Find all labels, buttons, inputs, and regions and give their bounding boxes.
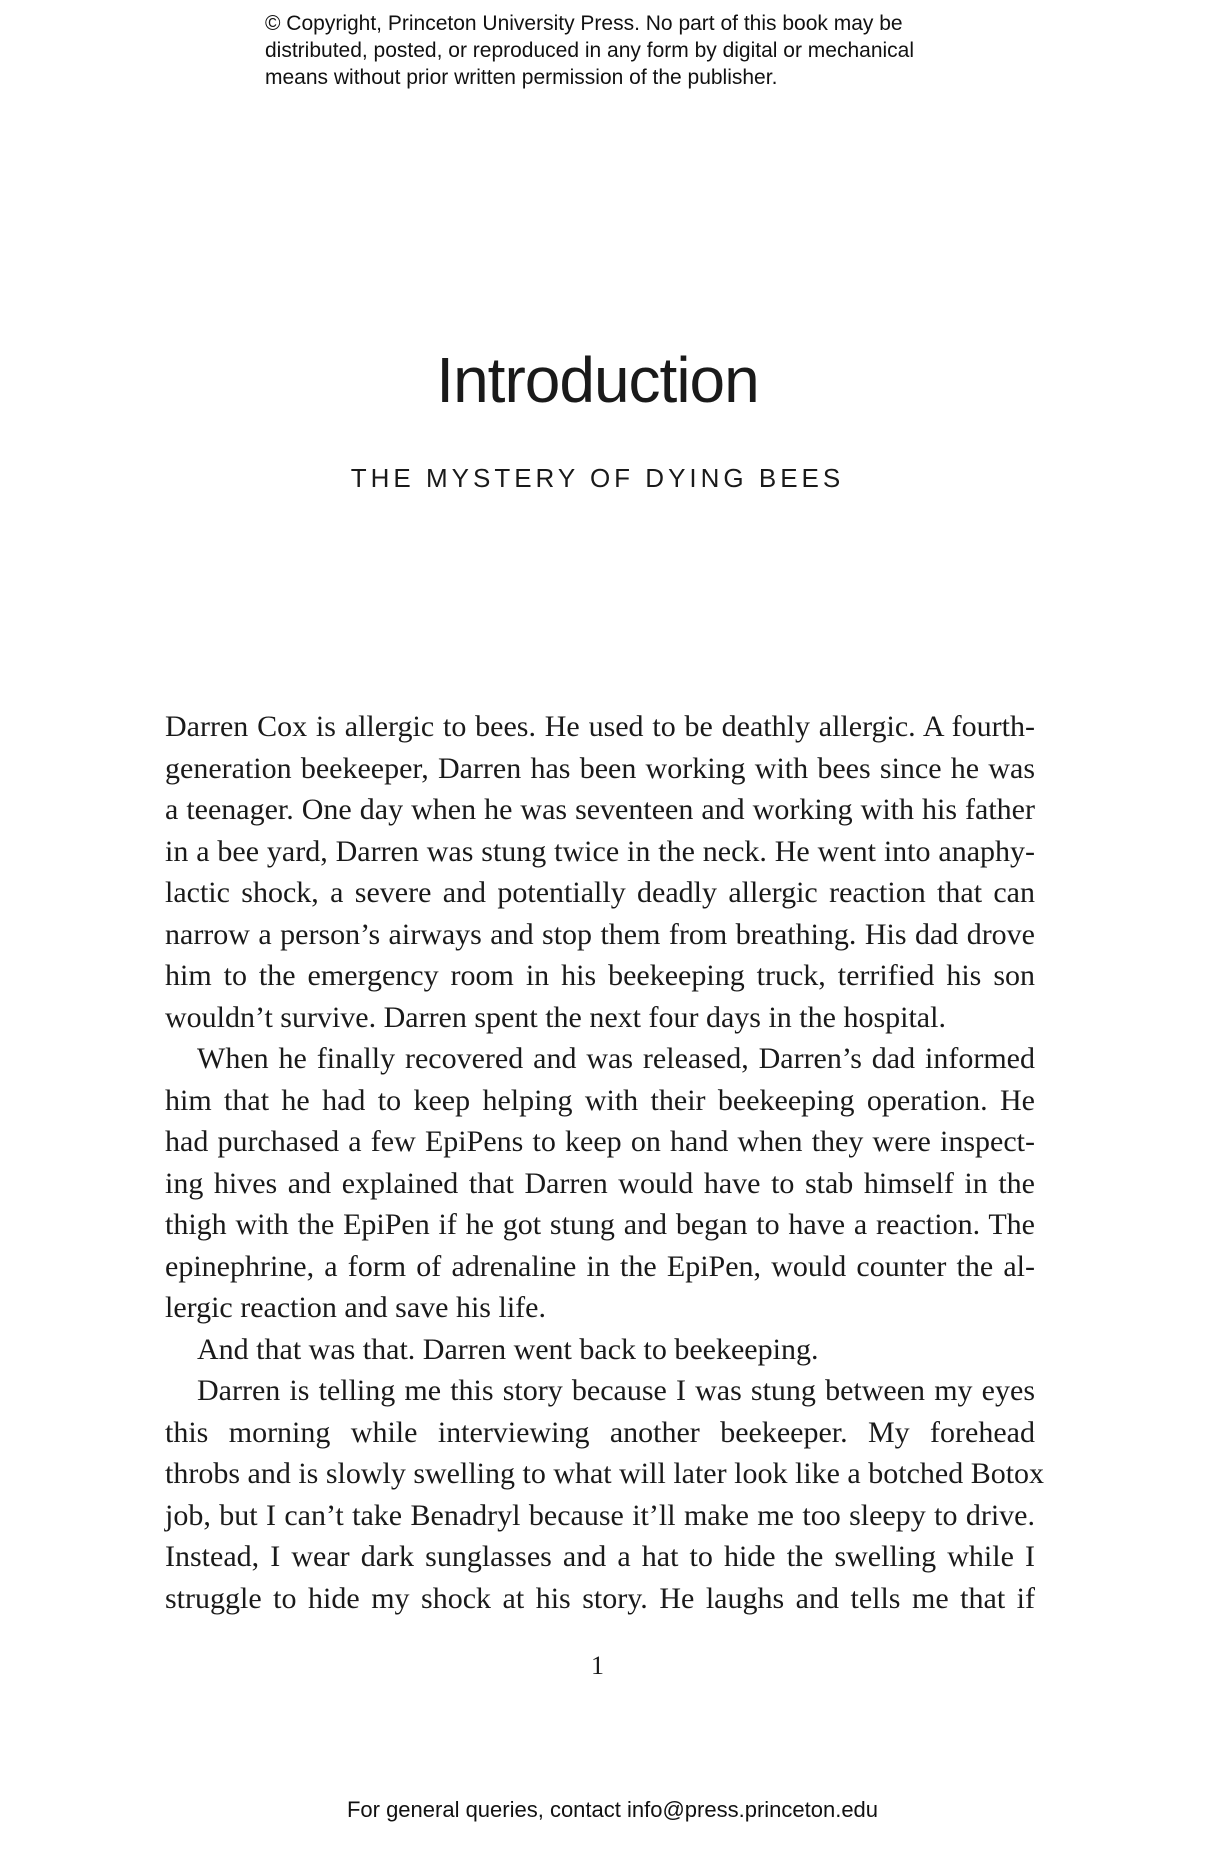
text-line: generation beekeeper, Darren has been working with bees since he was [165, 751, 1035, 785]
text-line: lactic shock, a severe and potentially deadly allergic reaction that can [165, 876, 1035, 909]
footer-contact: For general queries, contact info@press.princeton.edu [346, 1797, 879, 1822]
text-line: lergic reaction and save his life. [165, 1291, 546, 1324]
text-line: a teenager. One day when he was seventeen and working with his father [165, 793, 1035, 826]
page-number: 1 [591, 1651, 604, 1680]
chapter-title: Introduction [436, 344, 759, 416]
text-line: narrow a person’s airways and stop them from breathing. His dad drove [165, 917, 1035, 951]
text-line: throbs and is slowly swelling to what will later look like a botched Botox [165, 1457, 1045, 1490]
body-text [165, 706, 1045, 1619]
text-line: ing hives and explained that Darren would have to stab himself in the [165, 1166, 1035, 1200]
text-line: in a bee yard, Darren was stung twice in the neck. He went into anaphy- [165, 834, 1035, 868]
text-line: Darren Cox is allergic to bees. He used to be deathly allergic. A fourth- [165, 710, 1035, 743]
text-line: When he finally recovered and was released, Darren’s dad informed [197, 1042, 1035, 1075]
text-line: this morning while interviewing another beekeeper. My forehead [165, 1415, 1035, 1449]
text-line: struggle to hide my shock at his story. He laughs and tells me that if [165, 1581, 1035, 1615]
copyright-line: means without prior written permission of the publisher. [265, 66, 778, 89]
text-line: had purchased a few EpiPens to keep on hand when they were inspect- [165, 1125, 1035, 1158]
text-line: job, but I can’t take Benadryl because it’ll make me too sleepy to drive. [165, 1498, 1035, 1532]
text-line: epinephrine, a form of adrenaline in the EpiPen, would counter the al- [165, 1249, 1035, 1283]
text-line: wouldn’t survive. Darren spent the next four days in the hospital. [165, 1000, 946, 1034]
text-line: thigh with the EpiPen if he got stung and began to have a reaction. The [165, 1208, 1035, 1241]
text-line: Instead, I wear dark sunglasses and a hat to hide the swelling while I [165, 1540, 1035, 1573]
copyright-notice [265, 10, 985, 91]
text-line: him to the emergency room in his beekeeping truck, terrified his son [165, 959, 1035, 992]
text-line: Darren is telling me this story because I was stung between my eyes [197, 1374, 1035, 1407]
text-line: him that he had to keep helping with their beekeeping operation. He [165, 1083, 1035, 1117]
chapter-subtitle: THE MYSTERY OF DYING BEES [350, 463, 845, 493]
copyright-line: © Copyright, Princeton University Press. No part of this book may be [265, 12, 903, 35]
text-line: And that was that. Darren went back to beekeeping. [197, 1332, 819, 1366]
copyright-line: distributed, posted, or reproduced in any form by digital or mechanical [265, 39, 915, 62]
